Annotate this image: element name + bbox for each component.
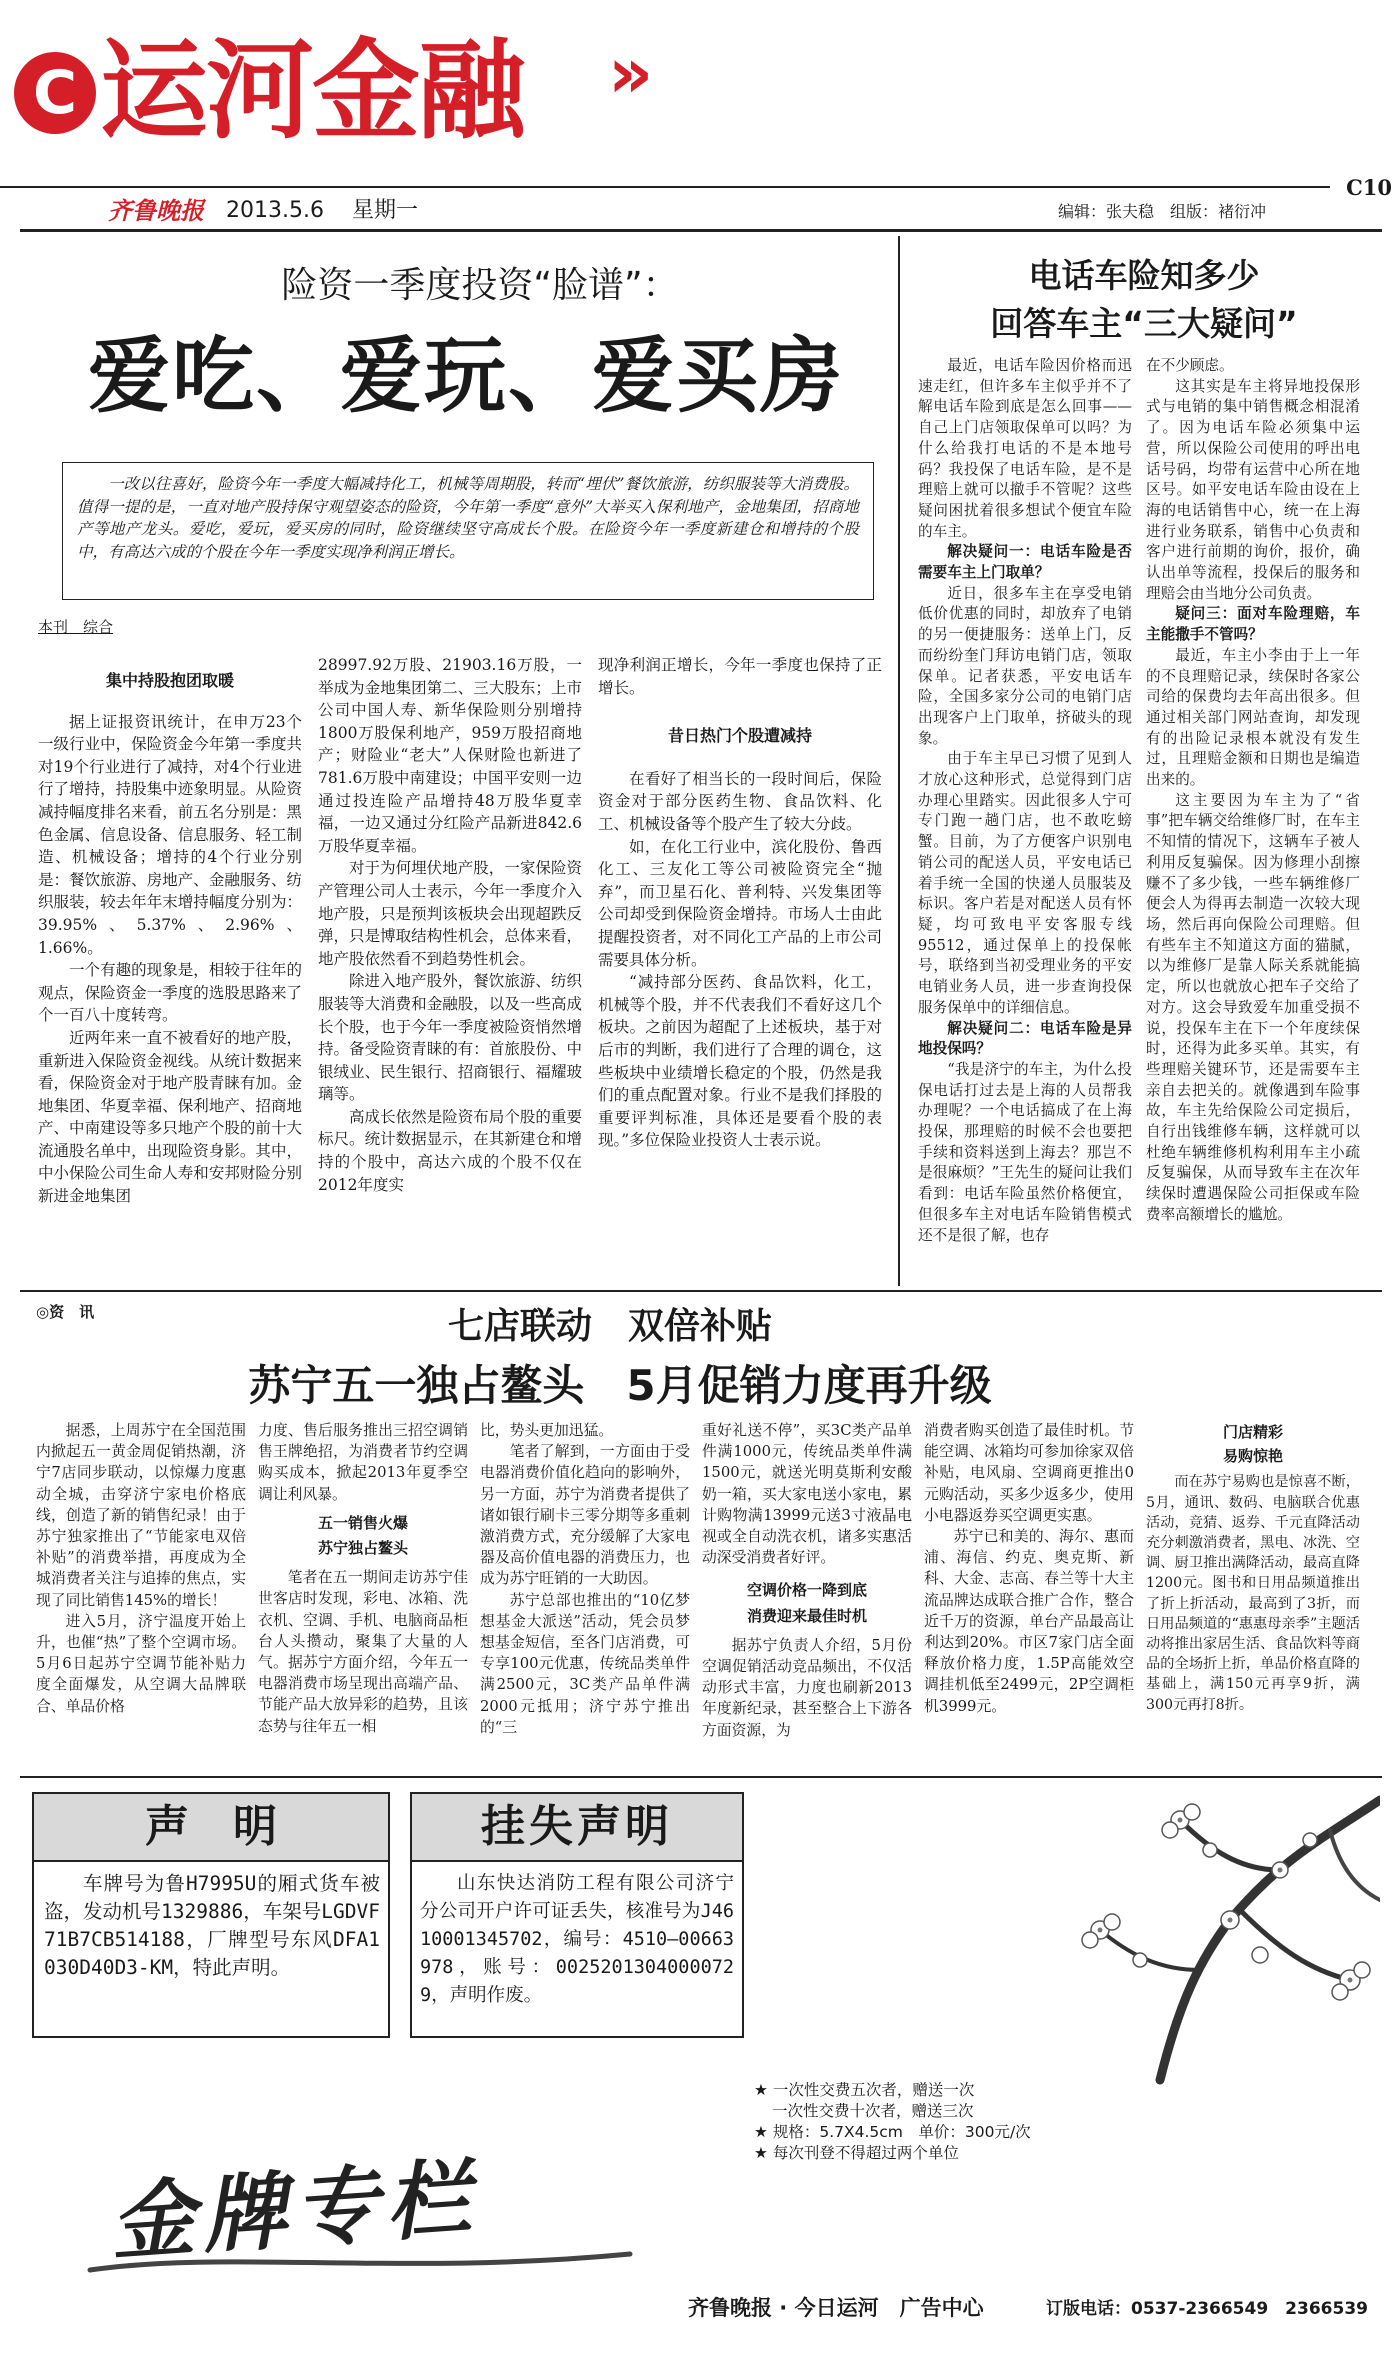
- news-col2-subhead-2: 苏宁独占鳌头: [317, 1539, 408, 1558]
- pricing-item: ★ 一次性交费五次者，赠送一次: [754, 2081, 975, 2099]
- qa-heading: 疑问三：面对车险理赔，车主能撒手不管吗？: [1146, 605, 1360, 644]
- pricing-item: ★ 规格：5.7X4.5cm 单价：300元/次: [754, 2123, 1031, 2141]
- right-column-2: [1146, 356, 1360, 1282]
- masthead-rule: [0, 186, 1330, 188]
- paragraph: “减持部分医药、食品饮料，化工，机械等个股，并不代表我们不看好这几个板块。之前因为超配了上述板块，基于对后市的判断，我们进行了合理的调仓，这些板块中业绩增长稳定的个股，仍然是我们的重点配置对象。行业不是我们择股的重要评判标准，具体还是要看个股的表现。”多位保险业投资人士表示说。: [598, 973, 882, 1150]
- paragraph: 而在苏宁易购也是惊喜不断，5月，通讯、数码、电脑联合优惠活动，竞猜、返券、千元直降活动充分刺激消费者，黑电、冰洗、空调、厨卫推出满降活动，最高直降1200元。图书和日用品频道推出了折上折活动，最高到了3折，而日用品频道的“惠惠母亲季”主题活动将推出家居生活、食品饮料等商品的全场折上折，单品价格直降的基础上，满150元再享9折，满300元再打8折。: [1146, 1474, 1360, 1713]
- news-column-3: [480, 1420, 690, 1770]
- lead-col1-subhead: 集中持股抱团取暖: [105, 671, 234, 690]
- section-chevrons: »: [608, 32, 654, 114]
- news-column-6: [1146, 1420, 1360, 1770]
- notice-body: 山东快达消防工程有限公司济宁分公司开户许可证丢失，核准号为J4610001345702，编号：4510—00663978，账号：00252013040000729，声明作废。: [420, 1873, 734, 2006]
- paragraph: 据悉，上周苏宁在全国范围内掀起五一黄金周促销热潮，济宁7店同步联动，以惊爆力度惠动全城，击穿济宁家电价格底线，创造了新的销售纪录！由于苏宁独家推出了“节能家电双倍补贴”的消费举措，再度成为全城消费者关注与追捧的焦点，实现了同比销售145%的增长！: [36, 1422, 246, 1609]
- right-article-title-1: 电话车险知多少: [1028, 256, 1260, 295]
- notice-body: 车牌号为鲁H7995U的厢式货车被盗，发动机号1329886，车架号LGDVF71B7CB514188，厂牌型号东风DFA1030D40D3-KM，特此声明。: [44, 1872, 380, 1979]
- paragraph: 据上证报资讯统计，在申万23个一级行业中，保险资金今年第一季度共对19个行业进行了减持，对4个行业进行了增持，持股集中迹象明显。从险资减持幅度排名来看，前五名分别是：黑色金属、信息设备、信息服务、轻工制造、机械设备；增持的4个行业分别是：餐饮旅游、房地产、金融服务、纺织服装，较去年年末增持幅度分别为：39.95%、5.37%、2.96%、1.66%。: [38, 712, 302, 957]
- paragraph: 最近，车主小李由于上一年的不良理赔记录，续保时各家公司给的保费均去年高出很多。但通过相关部门网站查询，却发现有的出险记录根本就没有发生过，且理赔金额和日期也是编造出来的。: [1146, 646, 1360, 789]
- paragraph: 苏宁已和美的、海尔、惠而浦、海信、约克、奥克斯、新科、大金、志高、春兰等十大主流品牌达成联合推广合作，整合近千万的资源，单台产品最高让利达到20%。市区7家门店全面释放价格力度，1.5P高能效空调挂机低至2499元，2P空调柜机3999元。: [924, 1528, 1134, 1715]
- editor-credits: 编辑：张夫稳 组版：褚衍冲: [1058, 202, 1267, 221]
- plum-blossom-branch-illustration: [980, 1780, 1380, 2110]
- paragraph: 近两年来一直不被看好的地产股，重新进入保险资金视线。从统计数据来看，保险资金对于地产股青睐有加。金地集团、华夏幸福、保利地产、招商地产、中南建设等多只地产个股的前十大流通股名单中，出现险资身影。其中，中小保险公司生命人寿和安邦财险分别新进金地集团: [38, 1028, 302, 1206]
- qa-heading: 解决疑问二：电话车险是异地投保吗？: [918, 1019, 1132, 1058]
- news-column-2: [258, 1420, 468, 1770]
- paragraph: 对于为何埋伏地产股，一家保险资产管理公司人士表示，今年一季度介入地产股，只是预判该板块会出现超跌反弹，只是博取结构性机会，总体来看，地产股依然看不到趋势性机会。: [318, 859, 582, 968]
- paragraph: 消费者购买创造了最佳时机。节能空调、冰箱均可参加徐家双倍补贴，电风扇、空调商更推出0元购活动，买多少返多少，使用小电器返券买空调更实惠。: [924, 1422, 1134, 1524]
- notice-title: 挂失声明: [481, 1801, 673, 1852]
- paragraph: 在不少顾虑。: [1146, 357, 1234, 374]
- lead-column-2: [318, 654, 582, 1374]
- section-letter: C: [32, 58, 78, 128]
- paragraph: 除进入地产股外，餐饮旅游、纺织服装等大消费和金融股，以及一些高成长个股，也于今年一季度被险资悄然增持。备受险资青睐的有：首旅股份、中银绒业、民生银行、招商银行、福耀玻璃等。: [318, 972, 582, 1104]
- lead-column-1: [38, 656, 302, 1376]
- paragraph: 由于车主早已习惯了见到人才放心这种形式，总觉得到门店办理心里踏实。因此很多人宁可专门跑一趟门店，也不敢吃螃蟹。目前，为了方便客户识别电销公司的配送人员，平安电话已着手统一全国的快递人员服装及标识。客户若是对配送人员有怀疑，均可致电平安客服专线95512，通过保单上的投保帐号，联络到当初受理业务的平安电销业务人员，进一步查询投保服务保单中的详细信息。: [918, 750, 1132, 1016]
- notice-box-loss: [410, 1792, 744, 2038]
- news-column-1: [36, 1420, 246, 1770]
- section-divider: [20, 1776, 1382, 1778]
- section-divider: [20, 1290, 1382, 1292]
- newspaper-logo: 齐鲁晚报: [108, 196, 204, 225]
- ad-footer-org: 齐鲁晚报 · 今日运河 广告中心: [688, 2296, 984, 2320]
- paragraph: 重好礼送不停”，买3C类产品单件满1000元，传统品类单件满1500元，就送光明莫斯利安酸奶一箱，买大家电送小家电，累计购物满13999元送3寸液晶电视或全自动洗衣机，诸多实惠活动深受消费者好评。: [702, 1422, 912, 1567]
- calligraphy-title: 金牌专栏: [107, 2147, 482, 2273]
- paragraph: 这主要因为车主为了“省事”把车辆交给维修厂时，在车主不知情的情况下，这辆车子被人利用反复骗保。因为修理小刮擦赚不了多少钱，一些车辆维修厂便会人为得再去制造一次较大现场，然后再向保险公司理赔。但有些车主不知道这方面的猫腻，以为维修厂是靠人际关系就能搞定，所以也就放心把车子交给了对方。这会导致爱车加重受损不说，投保车主在下一个年度续保时，还得为此多买单。其实，有些理赔关键环节，还是需要车主亲自去把关的。就像遇到车险事故，车主先给保险公司定损后，自行出钱维修车辆，这样就可以杜绝车辆维修机构利用车主小疏反复骗保，从而导致车主在次年续保时遭遇保险公司拒保或车险费率高额增长的尴尬。: [1146, 791, 1360, 1223]
- notice-title-bar: [412, 1794, 742, 1862]
- top-rule: [20, 229, 1382, 232]
- lead-summary: 一改以往喜好，险资今年一季度大幅减持化工，机械等周期股，转而“埋伏”餐饮旅游，纺织服装等大消费股。值得一提的是，一直对地产股持保守观望姿态的险资，今年第一季度“意外”大举买入保利地产，金地集团，招商地产等地产龙头。爱吃，爱玩，爱买房的同时，险资继续坚守高成长个股。在险资今年一季度新建仓和增持的个股中，有高达六成的个股在今年一季度实现净利润正增长。: [77, 475, 859, 561]
- star-bullet-icon: ★: [754, 2081, 773, 2099]
- paragraph: 近日，很多车主在享受电销低价优惠的同时，却放弃了电销的另一便捷服务：送单上门，反而纷纷奎门拜访电销门店，领取保单。记者获悉，平安电话车险，全国多家分公司的电销门店出现客户上门取单，挤破头的现象。: [918, 584, 1132, 747]
- brush-stroke-decoration: [80, 2240, 640, 2280]
- paragraph: 笔者在五一期间走访苏宁佳世客店时发现，彩电、冰箱、洗衣机、空调、手机、电脑商品柜台人头攒动，聚集了大量的人气。据苏宁方面介绍，今年五一电器消费市场呈现出高端产品、节能产品大放异彩的趋势，且该态势与往年五一相: [258, 1569, 468, 1735]
- paragraph: 这其实是车主将异地投保形式与电销的集中销售概念相混淆了。因为电话车险必须集中运营，所以保险公司使用的呼出电话号码，均带有运营中心所在地区号。如平安电话车险由设在上海的电话销售中心，统一在上海进行业务联系，销售中心负责和客户进行前期的询价，报价，确认出单等流程，投保后的服务和理赔会由当地分公司负责。: [1146, 377, 1360, 602]
- notice-title-bar: [34, 1794, 388, 1862]
- page-number: C10: [1346, 175, 1392, 200]
- pricing-item: 一次性交费十次者，赠送三次: [772, 2102, 974, 2120]
- paragraph: 进入5月，济宁温度开始上升，也催“热”了整个空调市场。5月6日起苏宁空调节能补贴力度全面爆发，从空调大品牌联合、单品价格: [36, 1612, 246, 1715]
- paragraph: 力度、售后服务推出三招空调销售王牌绝招，为消费者节约空调购买成本，掀起2013年夏季空调让利风暴。: [258, 1422, 468, 1503]
- news-col4-subhead-1: 空调价格一降到底: [746, 1581, 867, 1600]
- paragraph: 比，势头更加迅猛。: [480, 1422, 614, 1439]
- paragraph: 最近，电话车险因价格而迅速走红，但许多车主似乎并不了解电话车险到底是怎么回事——自己上门店领取保单可以吗？为什么给我打电话的不是本地号码？我投保了电话车险，是不是理赔上就可以撤手不管呢？这些疑问困扰着很多想试个便宜车险的车主。: [918, 357, 1132, 540]
- news-column-4: [702, 1420, 912, 1770]
- news-title-1: 七店联动 双倍补贴: [447, 1306, 772, 1347]
- lead-headline: 爱吃、爱玩、爱买房: [87, 329, 844, 424]
- lead-kicker: 险资一季度投资“脸谱”：: [281, 265, 679, 306]
- right-column-1: [918, 356, 1132, 1282]
- paragraph: 据苏宁负责人介绍，5月份空调促销活动竞品频出，不仅活动形式丰富，力度也刷新2013年度新纪录，甚至整合上下游各方面资源，为: [702, 1636, 912, 1739]
- issue-date: 2013.5.6: [226, 198, 324, 223]
- news-column-5: [924, 1420, 1134, 1770]
- star-bullet-icon: ★: [754, 2144, 773, 2162]
- news-col2-subhead-1: 五一销售火爆: [317, 1513, 408, 1532]
- right-article-title-2: 回答车主“三大疑问”: [990, 304, 1298, 343]
- ad-footer-phone: 订版电话：0537-2366549 2366539: [1046, 2299, 1368, 2319]
- paragraph: 在看好了相当长的一段时间后，保险资金对于部分医药生物、食品饮料、化工、机械设备等个股产生了较大分歧。: [598, 769, 882, 833]
- notice-box-declaration: [32, 1792, 390, 2038]
- news-col6-subhead-2: 易购惊艳: [1222, 1447, 1283, 1466]
- qa-heading: 解决疑问一：电话车险是否需要车主上门取单？: [918, 543, 1132, 582]
- news-tag: ◎资 讯: [36, 1303, 95, 1321]
- paragraph: 如，在化工行业中，滨化股份、鲁西化工、三友化工等公司被险资完全“抛弃”，而卫星石化、普利特、兴发集团等公司却受到保险资金增持。市场人士由此提醒投资者，对不同化工产品的上市公司需要具体分析。: [598, 837, 882, 969]
- lead-column-3: [598, 654, 882, 1374]
- paragraph: 28997.92万股、21903.16万股，一举成为金地集团第二、三大股东；上市公司中国人寿、新华保险则分别增持1800万股保利地产，959万股招商地产；财险业“老大”人保财险也新进了781.6万股中南建设；中国平安则一边通过投连险产品增持48万股华夏幸福，一边又通过分红险产品新进842.6万股华夏幸福。: [318, 656, 582, 855]
- lead-col3-subhead: 昔日热门个股遭减持: [667, 726, 812, 746]
- column-divider: [898, 236, 900, 1286]
- notice-title: 声 明: [145, 1801, 277, 1852]
- paragraph: 笔者了解到，一方面由于受电器消费价值化趋向的影响外，另一方面，苏宁为消费者提供了诸如银行刷卡三零分期等多重刺激消费方式，充分缓解了大家电器及高价值电器的消费压力，也成为苏宁旺销的一大助因。: [480, 1443, 690, 1588]
- paragraph: 一个有趣的现象是，相较于往年的观点，保险资金一季度的选股思路来了个一百八十度转弯。: [38, 961, 302, 1025]
- paragraph: “我是济宁的车主，为什么投保电话打过去是上海的人员帮我办理呢？一个电话搞成了在上海投保，那理赔的时候不会也要把手续和资料送到上海去？那岂不是很麻烦？”王先生的疑问让我们看到：电话车险虽然价格便宜，但很多车主对电话车险销售模式还不是很了解，也存: [918, 1060, 1132, 1244]
- ad-pricing-list: [754, 2080, 1174, 2200]
- paragraph: 苏宁总部也推出的“10亿梦想基金大派送”活动，凭会员梦想基金短信，至各门店消费，可专享100元优惠，传统品类单件满2500元，3C类产品单件满2000元抵用；济宁苏宁推出的“三: [480, 1591, 690, 1736]
- lead-summary-box: [62, 462, 874, 600]
- pricing-item: ★ 每次刊登不得超过两个单位: [754, 2144, 959, 2162]
- section-title: 运河金融: [100, 29, 525, 154]
- news-col6-subhead-1: 门店精彩: [1222, 1423, 1283, 1441]
- news-col4-subhead-2: 消费迎来最佳时机: [746, 1606, 867, 1625]
- star-bullet-icon: ★: [754, 2123, 773, 2141]
- issue-weekday: 星期一: [352, 198, 419, 223]
- news-title-2: 苏宁五一独占鳌头 5月促销力度再升级: [248, 1361, 992, 1410]
- lead-byline: 本刊 综合: [38, 618, 114, 636]
- paragraph: 高成长依然是险资布局个股的重要标尺。统计数据显示，在其新建仓和增持的个股中，高达六成的个股不仅在2012年度实: [318, 1107, 582, 1194]
- paragraph: 现净利润正增长，今年一季度也保持了正增长。: [598, 656, 882, 697]
